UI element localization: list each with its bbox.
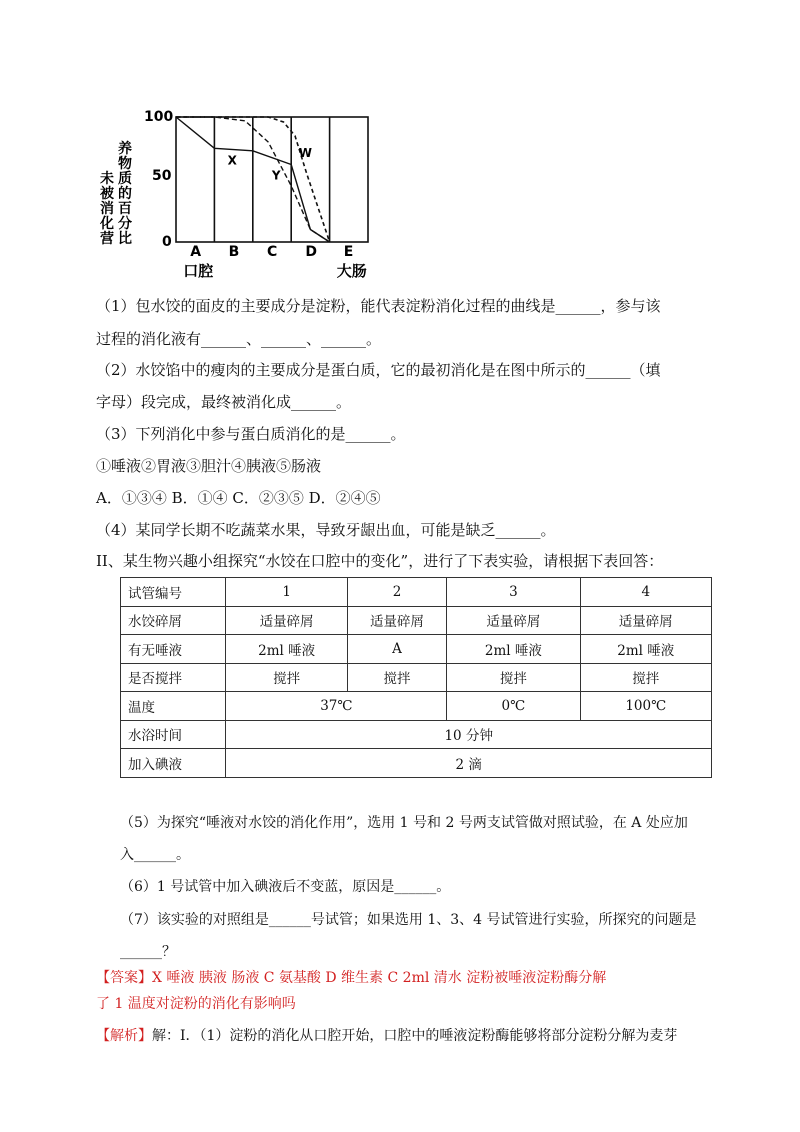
question-1-line-2: 过程的消化液有______、______、______。 (96, 330, 382, 348)
category-sublabel: 口腔 (183, 262, 214, 280)
y-label-char: 物 (118, 156, 132, 172)
question-1-line-1: （1）包水饺的面皮的主要成分是淀粉，能代表淀粉消化过程的曲线是______，参与该 (96, 297, 661, 315)
table-cell: 3 (447, 578, 580, 607)
table-cell: 搅拌 (226, 663, 347, 692)
row-label: 加入碘液 (121, 749, 226, 778)
question-2-line-1: （2）水饺馅中的瘦肉的主要成分是蛋白质，它的最初消化是在图中所示的______（填 (96, 361, 661, 379)
answer-line-2: 了 1 温度对淀粉的消化有影响吗 (96, 996, 296, 1012)
answer-line-1: 【答案】X 唾液 胰液 肠液 C 氨基酸 D 维生素 C 2ml 清水 淀粉被唾液淀粉酶分解 (96, 970, 607, 986)
y-label-char: 消 (100, 201, 114, 217)
row-label: 温度 (121, 692, 226, 721)
table-cell: 搅拌 (580, 663, 711, 692)
table-cell: 37℃ (226, 692, 447, 721)
table-cell: 适量碎屑 (226, 606, 347, 635)
category-label: B (228, 244, 240, 260)
table-cell: 2 (347, 578, 446, 607)
table-row (121, 663, 712, 692)
question-3-options: A．①③④ B．①④ C．②③⑤ D．②④⑤ (96, 489, 381, 507)
analysis-text: 解：Ⅰ．（1）淀粉的消化从口腔开始，口腔中的唾液淀粉酶能够将部分淀粉分解为麦芽 (152, 1028, 678, 1044)
table-cell: 1 (226, 578, 347, 607)
table-cell: 2ml 唾液 (447, 635, 580, 664)
y-label-char: 的 (118, 186, 132, 202)
analysis-tag: 【解析】 (96, 1028, 152, 1044)
question-3: （3）下列消化中参与蛋白质消化的是______。 (96, 425, 406, 443)
experiment-table (120, 577, 712, 778)
table-row (121, 606, 712, 635)
question-7-line-1: （7）该实验的对照组是______号试管；如果选用 1、3、4 号试管进行实验，所探究的问题是 (120, 912, 697, 928)
table-cell: 适量碎屑 (347, 606, 446, 635)
table-cell: 2ml 唾液 (226, 635, 347, 664)
table-row (121, 578, 712, 607)
row-label: 水浴时间 (121, 720, 226, 749)
category-label: A (190, 244, 202, 260)
question-7-line-2: ______？ (120, 944, 176, 960)
table-cell: 2ml 唾液 (580, 635, 711, 664)
table-cell: 搅拌 (347, 663, 446, 692)
y-label-char: 分 (118, 216, 132, 232)
table-cell: 2 滴 (226, 749, 712, 778)
question-3-items: ①唾液②胃液③胆汁④胰液⑤肠液 (96, 457, 322, 475)
table-row (121, 749, 712, 778)
series-label-w: W (298, 145, 312, 160)
y-tick-0: 0 (162, 234, 172, 250)
row-label: 有无唾液 (121, 635, 226, 664)
series-label-y: Y (271, 168, 281, 183)
table-cell: 适量碎屑 (447, 606, 580, 635)
category-labels (183, 244, 367, 280)
category-label: E (343, 244, 354, 260)
table-cell: 10 分钟 (226, 720, 712, 749)
category-label: D (305, 244, 318, 260)
y-label-char: 未 (100, 171, 114, 187)
y-label-char: 被 (100, 186, 114, 202)
category-sublabel: 大肠 (336, 262, 367, 280)
question-4: （4）某同学长期不吃蔬菜水果，导致牙龈出血，可能是缺乏______。 (96, 521, 556, 539)
series-labels (228, 146, 312, 183)
table-cell: 100℃ (580, 692, 711, 721)
y-label-char: 比 (118, 231, 132, 247)
row-label: 是否搅拌 (121, 663, 226, 692)
y-axis-label (99, 140, 132, 247)
question-5-line-1: （5）为探究“唾液对水饺的消化作用”，选用 1 号和 2 号两支试管做对照试验，在 A 处应加 (120, 815, 688, 831)
table-cell: 适量碎屑 (580, 606, 711, 635)
table-row (121, 720, 712, 749)
question-2-line-2: 字母）段完成，最终被消化成______。 (96, 393, 352, 411)
y-label-char: 百 (118, 201, 132, 217)
question-6: （6）1 号试管中加入碘液后不变蓝，原因是______。 (120, 879, 451, 895)
table-cell: 0℃ (447, 692, 580, 721)
table-cell: 4 (580, 578, 711, 607)
y-tick-100: 100 (144, 109, 174, 125)
digestion-chart (96, 100, 416, 280)
question-5-line-2: 入______。 (120, 847, 190, 863)
part-2-intro: II、某生物兴趣小组探究“水饺在口腔中的变化”，进行了下表实验，请根据下表回答： (96, 552, 664, 570)
y-label-char: 营 (100, 231, 114, 247)
category-label: C (267, 244, 278, 260)
series-label-x: X (227, 153, 237, 168)
table-cell: A (347, 635, 446, 664)
y-label-char: 养 (118, 141, 132, 157)
table-cell: 搅拌 (447, 663, 580, 692)
y-tick-50: 50 (152, 168, 172, 184)
analysis-line-1 (96, 1026, 677, 1046)
row-label: 试管编号 (121, 578, 226, 607)
row-label: 水饺碎屑 (121, 606, 226, 635)
y-label-char: 化 (100, 216, 114, 232)
table-row (121, 635, 712, 664)
table-row (121, 692, 712, 721)
y-label-char: 质 (118, 171, 132, 187)
